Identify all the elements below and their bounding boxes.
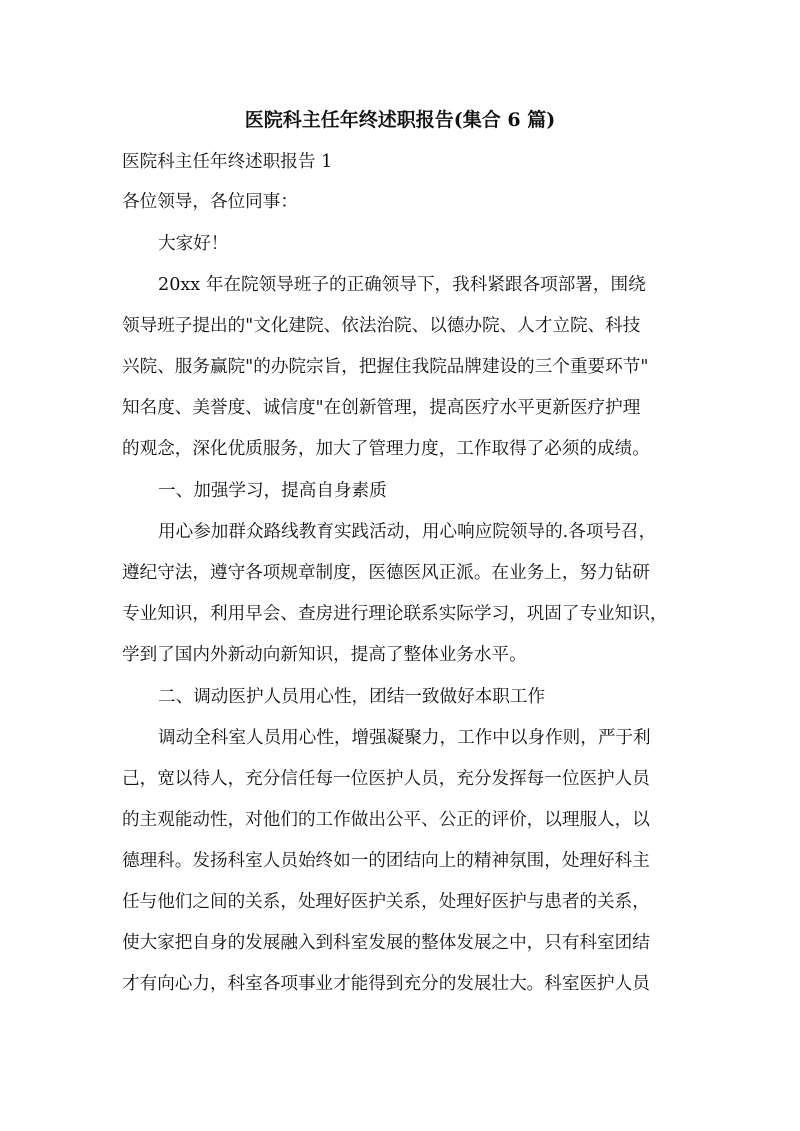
- paragraph-3-line: 调动全科室人员用心性，增强凝聚力，工作中以身作则，严于利: [158, 728, 651, 748]
- paragraph-3-line: 德理科。发扬科室人员始终如一的团结向上的精神氛围，处理好科主: [122, 851, 650, 871]
- paragraph-3-line: 任与他们之间的关系，处理好医护关系，处理好医护与患者的关系，: [122, 892, 650, 912]
- paragraph-1-line: 兴院、服务赢院"的办院宗旨，把握住我院品牌建设的三个重要环节": [122, 357, 649, 377]
- greeting: 大家好！: [158, 234, 229, 254]
- paragraph-3-line: 才有向心力，科室各项事业才能得到充分的发展壮大。科室医护人员: [122, 974, 650, 994]
- paragraph-1-line: 的观念，深化优质服务，加大了管理力度，工作取得了必须的成绩。: [122, 439, 650, 459]
- report-subtitle: 医院科主任年终述职报告 1: [122, 152, 333, 172]
- paragraph-2-line: 专业知识，利用早会、查房进行理论联系实际学习，巩固了专业知识，: [122, 604, 668, 624]
- salutation: 各位领导，各位同事：: [122, 192, 298, 212]
- paragraph-3-line: 使大家把自身的发展融入到科室发展的整体发展之中，只有科室团结: [122, 933, 650, 953]
- paragraph-1-line: 知名度、美誉度、诚信度"在创新管理，提高医疗水平更新医疗护理: [122, 398, 641, 418]
- section-heading-1: 一、加强学习，提高自身素质: [158, 481, 387, 501]
- paragraph-1-line: 领导班子提出的"文化建院、依法治院、以德办院、人才立院、科技: [122, 316, 641, 336]
- paragraph-3-line: 的主观能动性，对他们的工作做出公平、公正的评价，以理服人，以: [122, 810, 650, 830]
- paragraph-2-line: 学到了国内外新动向新知识，提高了整体业务水平。: [122, 645, 527, 665]
- paragraph-1-line: 20xx 年在院领导班子的正确领导下，我科紧跟各项部署，围绕: [158, 275, 646, 295]
- paragraph-2-line: 用心参加群众路线教育实践活动，用心响应院领导的.各项号召，: [158, 522, 657, 542]
- section-heading-2: 二、调动医护人员用心性，团结一致做好本职工作: [158, 687, 546, 707]
- paragraph-2-line: 遵纪守法，遵守各项规章制度，医德医风正派。在业务上，努力钻研: [122, 563, 650, 583]
- paragraph-3-line: 己，宽以待人，充分信任每一位医护人员，充分发挥每一位医护人员: [122, 769, 650, 789]
- document-title: 医院科主任年终述职报告(集合 6 篇): [244, 109, 556, 131]
